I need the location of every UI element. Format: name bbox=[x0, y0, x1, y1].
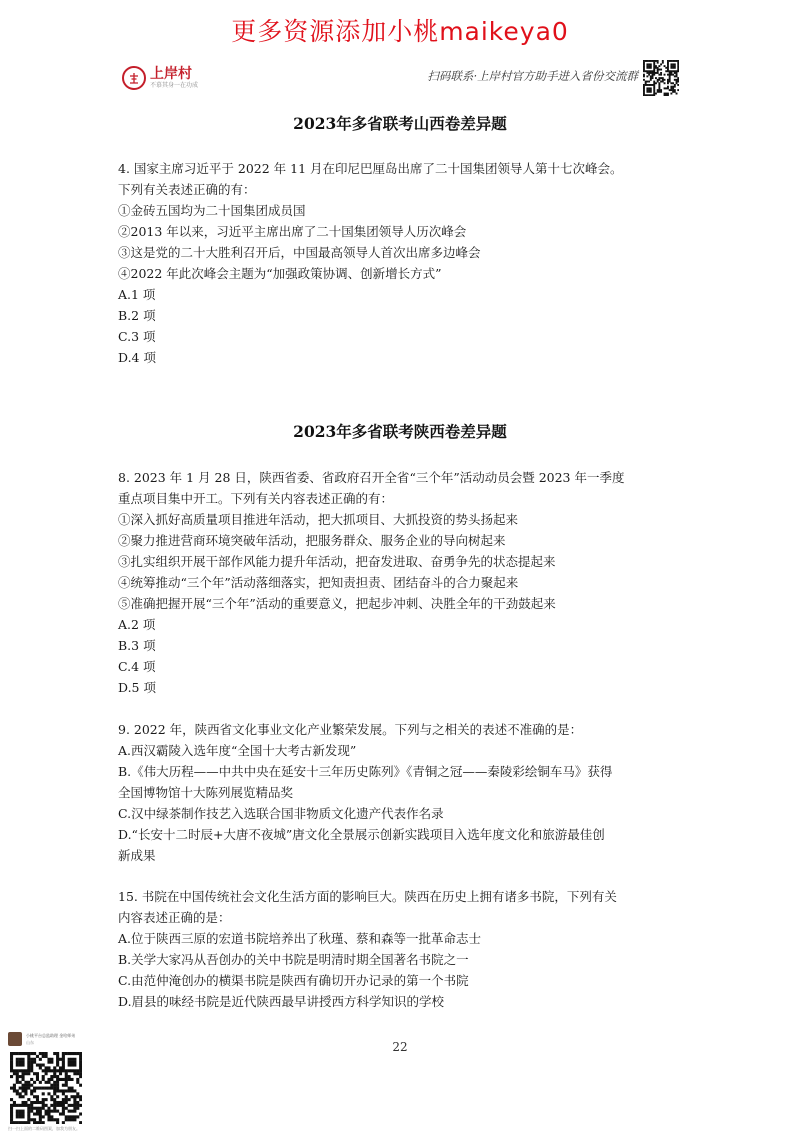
contact-card-footer: 扫一扫上面的二维码图案，加我为朋友。 bbox=[8, 1126, 80, 1131]
question-line: B.《伟大历程——中共中央在延安十三年历史陈列》《青铜之冠——秦陵彩绘铜车马》获得 bbox=[118, 764, 613, 779]
question-line: 新成果 bbox=[118, 848, 156, 863]
contact-region: 山东 bbox=[26, 1040, 34, 1045]
question-line: ③这是党的二十大胜利召开后，中国最高领导人首次出席多边峰会 bbox=[118, 245, 481, 260]
question-line: B.关学大家冯从吾创办的关中书院是明清时期全国著名书院之一 bbox=[118, 952, 469, 967]
question-line: C.3 项 bbox=[118, 329, 156, 344]
qr-code-icon[interactable] bbox=[643, 60, 679, 96]
question-line: ④统筹推动“三个年”活动落细落实，把知责担责、团结奋斗的合力聚起来 bbox=[118, 575, 519, 590]
brand-logo bbox=[122, 66, 198, 90]
question-line: C.汉中绿茶制作技艺入选联合国非物质文化遗产代表作名录 bbox=[118, 806, 444, 821]
contact-name: 小桃平台总监助理 金哈师弟 bbox=[26, 1033, 76, 1038]
section-title-shaanxi: 2023年多省联考陕西卷差异题 bbox=[293, 422, 507, 441]
question-line: C.由范仲淹创办的横渠书院是陕西有确切开办记录的第一个书院 bbox=[118, 973, 469, 988]
question-line: 下列有关表述正确的有： bbox=[118, 182, 256, 197]
question-line: ②2013 年以来，习近平主席出席了二十国集团领导人历次峰会 bbox=[118, 224, 467, 239]
question-line: D.5 项 bbox=[118, 680, 156, 695]
question-line: 8. 2023 年 1 月 28 日，陕西省委、省政府召开全省“三个年”活动动员会暨 2023 年一季度 bbox=[118, 470, 625, 485]
seal-icon bbox=[122, 66, 146, 90]
brand-slogan: 不慕其身一在功成 bbox=[150, 81, 199, 89]
question-line: A.2 项 bbox=[118, 617, 156, 632]
question-line: 内容表述正确的是： bbox=[118, 910, 231, 925]
question-line: 4. 国家主席习近平于 2022 年 11 月在印尼巴厘岛出席了二十国集团领导人第十七次峰会。 bbox=[118, 161, 623, 176]
question-line: C.4 项 bbox=[118, 659, 156, 674]
header-contact-text: 扫码联系·上岸村官方助手进入省份交流群 bbox=[427, 69, 638, 83]
question-line: ⑤准确把握开展“三个年”活动的重要意义，把起步冲刺、决胜全年的干劲鼓起来 bbox=[118, 596, 556, 611]
question-line: ④2022 年此次峰会主题为“加强政策协调、创新增长方式” bbox=[118, 266, 442, 281]
question-line: 重点项目集中开工。下列有关内容表述正确的有： bbox=[118, 491, 394, 506]
question-line: B.3 项 bbox=[118, 638, 156, 653]
section-title-shanxi: 2023年多省联考山西卷差异题 bbox=[293, 114, 507, 133]
question-line: 15. 书院在中国传统社会文化生活方面的影响巨大。陕西在历史上拥有诸多书院，下列有关 bbox=[118, 889, 617, 904]
question-line: A.1 项 bbox=[118, 287, 156, 302]
question-line: A.位于陕西三原的宏道书院培养出了秋瑾、蔡和森等一批革命志士 bbox=[118, 931, 482, 946]
question-line: 全国博物馆十大陈列展览精品奖 bbox=[118, 785, 294, 800]
question-shaanxi-15 bbox=[118, 886, 698, 1012]
question-line: ②聚力推进营商环境突破年活动，把服务群众、服务企业的导向树起来 bbox=[118, 533, 506, 548]
question-line: D.4 项 bbox=[118, 350, 156, 365]
question-line: B.2 项 bbox=[118, 308, 156, 323]
question-shaanxi-8 bbox=[118, 467, 698, 698]
question-shaanxi-9 bbox=[118, 719, 698, 866]
question-line: D.“长安十二时辰+大唐不夜城”唐文化全景展示创新实践项目入选年度文化和旅游最佳创 bbox=[118, 827, 605, 842]
question-line: ③扎实组织开展干部作风能力提升年活动，把奋发进取、奋勇争先的状态提起来 bbox=[118, 554, 556, 569]
brand-name: 上岸村 bbox=[150, 65, 192, 82]
question-line: ①深入抓好高质量项目推进年活动，把大抓项目、大抓投资的势头扬起来 bbox=[118, 512, 519, 527]
avatar bbox=[8, 1032, 22, 1046]
question-line: 9. 2022 年，陕西省文化事业文化产业繁荣发展。下列与之相关的表述不准确的是： bbox=[118, 722, 583, 737]
question-line: ①金砖五国均为二十国集团成员国 bbox=[118, 203, 306, 218]
page-number: 22 bbox=[392, 1040, 408, 1054]
promo-banner: 更多资源添加小桃maikeya0 bbox=[231, 17, 569, 46]
contact-qr-code-icon[interactable] bbox=[10, 1052, 82, 1124]
question-line: A.西汉霸陵入选年度“全国十大考古新发现” bbox=[118, 743, 357, 758]
question-shanxi-4 bbox=[118, 158, 698, 368]
question-line: D.眉县的味经书院是近代陕西最早讲授西方科学知识的学校 bbox=[118, 994, 445, 1009]
